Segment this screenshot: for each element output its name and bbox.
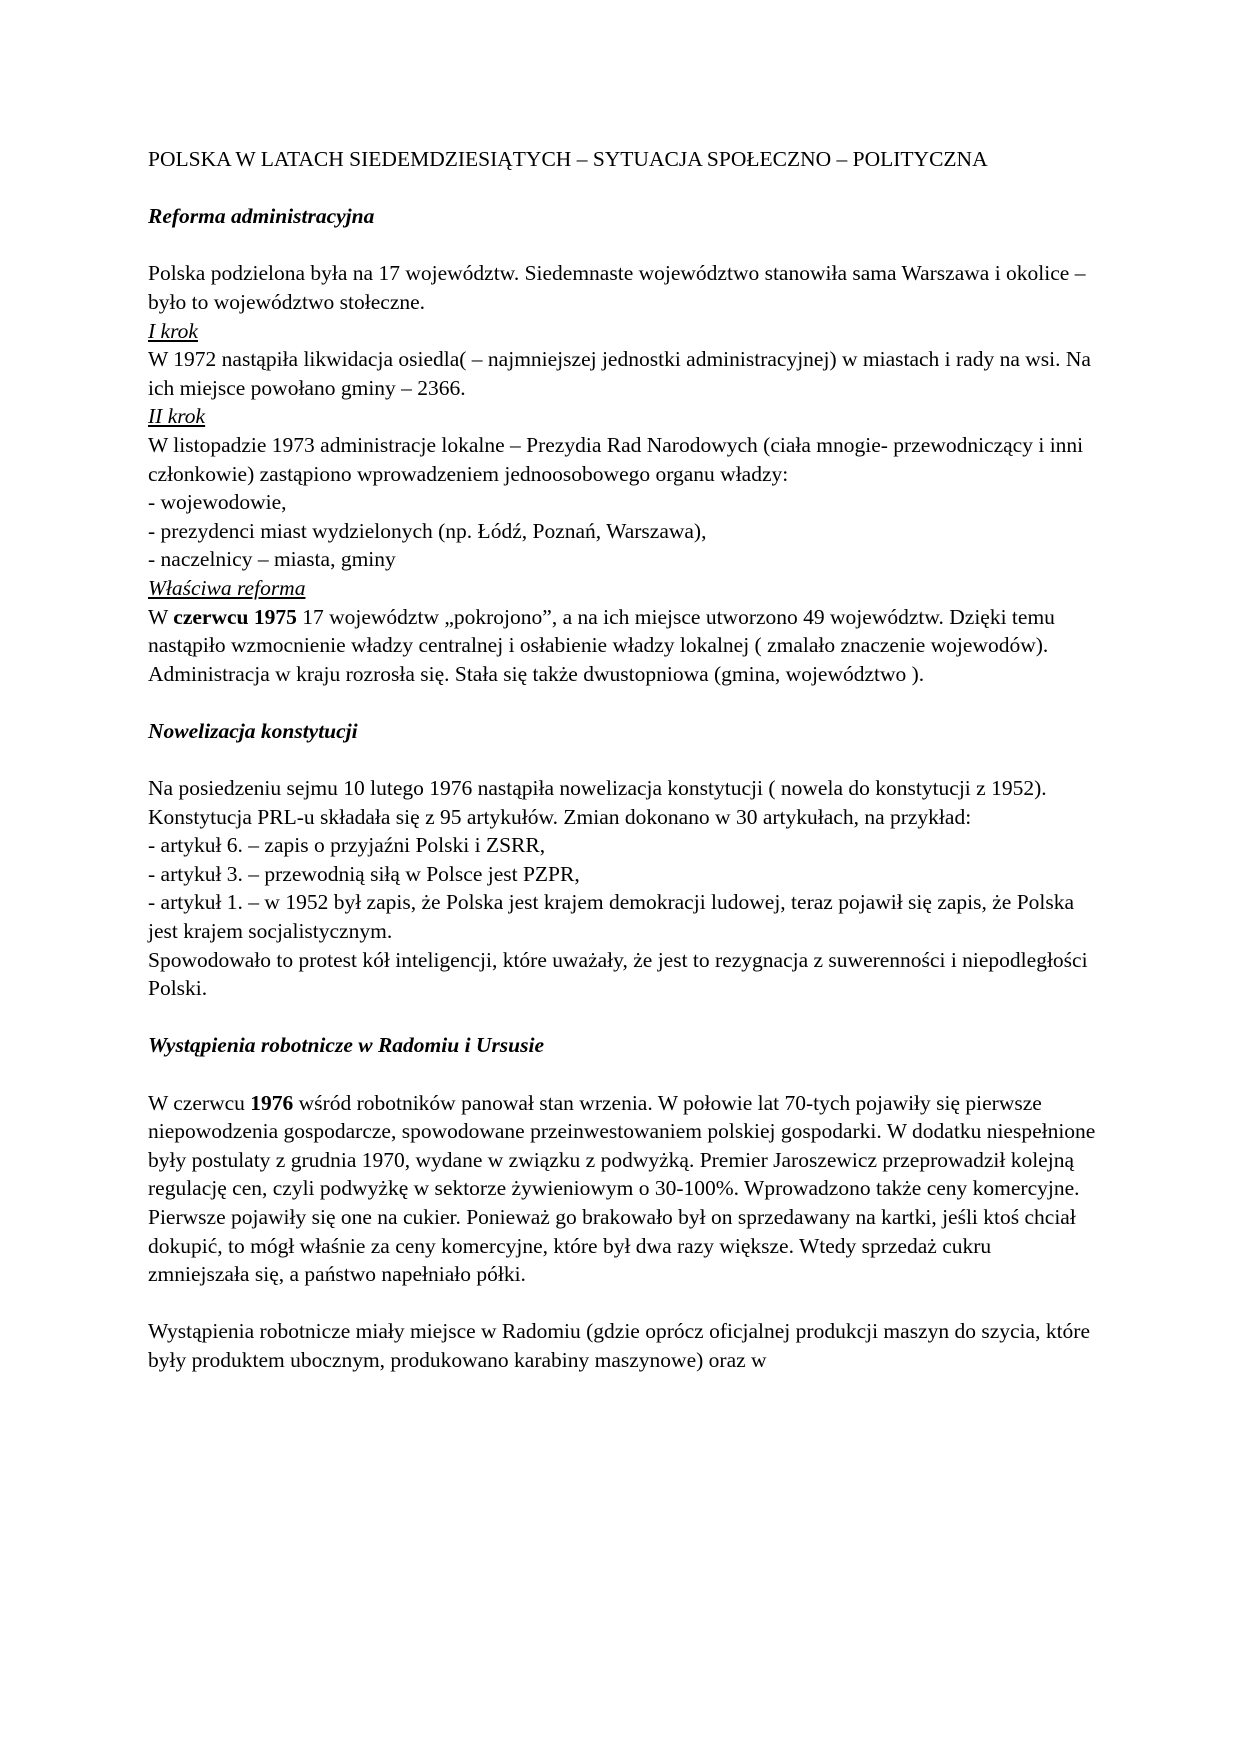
subheading <box>148 574 1098 603</box>
subheading <box>148 402 1098 431</box>
list-item: - wojewodowie, <box>148 490 287 515</box>
paragraph <box>148 1089 1098 1289</box>
paragraph: Wystąpienia robotnicze miały miejsce w Radomiu (gdzie oprócz oficjalnej produkcji maszyn do szycia, które były produktem ubocznym, produkowano karabiny maszynowe) oraz w <box>148 1319 1091 1372</box>
section-worker-protests <box>148 1031 1098 1374</box>
section-constitution-amendment <box>148 717 1098 1003</box>
section-heading: Nowelizacja konstytucji <box>148 718 358 743</box>
spacer <box>148 174 1098 203</box>
subheading-label: Właściwa reforma <box>148 575 306 600</box>
section-heading: Wystąpienia robotnicze w Radomiu i Ursusie <box>148 1033 545 1058</box>
subheading <box>148 317 1098 346</box>
paragraph: W 1972 nastąpiła likwidacja osiedla( – najmniejszej jednostki administracyjnej) w miastach i rady na wsi. Na ich miejsce powołano gminy – 2366. <box>148 347 1091 400</box>
list-item: - prezydenci miast wydzielonych (np. Łódź, Poznań, Warszawa), <box>148 518 707 543</box>
paragraph: Spowodowało to protest kół inteligencji, które uważały, że jest to rezygnacja z suwerenności i niepodległości Polski. <box>148 947 1088 1001</box>
bold-text: 1976 <box>250 1090 294 1115</box>
text-run: W <box>148 604 174 629</box>
spacer <box>148 1289 1098 1318</box>
spacer <box>148 1003 1098 1032</box>
paragraph: Na posiedzeniu sejmu 10 lutego 1976 nastąpiła nowelizacja konstytucji ( nowela do konstytucji z 1952). <box>148 776 1047 801</box>
bold-text: czerwcu 1975 <box>173 604 297 629</box>
text-run: wśród robotników panował stan wrzenia. W połowie lat 70-tych pojawiły się pierwsze niepowodzenia gospodarcze, spowodowane przeinwestowaniem polskiej gospodarki. W dodatku niespełnione były postulaty z grudnia 1970, wydane w związku z podwyżką. Premier Jaroszewicz przeprowadził kolejną regulację cen, czyli podwyżkę w sektorze żywieniowym o 30-100%. Wprowadzono także ceny komercyjne. Pierwsze pojawiły się one na cukier. Ponieważ go brakowało był on sprzedawany na kartki, jeśli ktoś chciał dokupić, to mógł właśnie za ceny komercyjne, które był dwa razy większe. Wtedy sprzedaż cukru zmniejszała się, a państwo napełniało półki. <box>148 1090 1096 1287</box>
text-run: 17 województw „pokrojono”, a na ich miejsce utworzono 49 województw. Dzięki temu nastąpiło wzmocnienie władzy centralnej i osłabienie władzy lokalnej ( zmalało znaczenie wojewodów). Administracja w kraju rozrosła się. Stała się także dwustopniowa (gmina, województwo ). <box>148 604 1055 686</box>
section-heading: Reforma administracyjna <box>148 204 375 229</box>
subheading-label: I krok <box>148 318 198 343</box>
section-administrative-reform <box>148 202 1098 688</box>
spacer <box>148 231 1098 260</box>
paragraph: Konstytucja PRL-u składała się z 95 artykułów. Zmian dokonano w 30 artykułach, na przykład: <box>148 804 972 829</box>
subheading-label: II krok <box>148 404 206 429</box>
text-run: W czerwcu <box>148 1090 251 1115</box>
document-page <box>148 145 1098 1375</box>
paragraph: W listopadzie 1973 administracje lokalne – Prezydia Rad Narodowych (ciała mnogie- przewodniczący i inni członkowie) zastąpiono wprowadzeniem jednoosobowego organu władzy: <box>148 432 1084 486</box>
paragraph <box>148 603 1098 689</box>
list-item: - artykuł 1. – w 1952 był zapis, że Polska jest krajem demokracji ludowej, teraz pojawił się zapis, że Polska jest krajem socjalistycznym. <box>148 890 1075 944</box>
list-item: - naczelnicy – miasta, gminy <box>148 547 396 572</box>
spacer <box>148 1060 1098 1089</box>
spacer <box>148 688 1098 717</box>
document-title: POLSKA W LATACH SIEDEMDZIESIĄTYCH – SYTUACJA SPOŁECZNO – POLITYCZNA <box>148 147 988 171</box>
list-item: - artykuł 3. – przewodnią siłą w Polsce jest PZPR, <box>148 861 580 886</box>
spacer <box>148 745 1098 774</box>
paragraph: Polska podzielona była na 17 województw. Siedemnaste województwo stanowiła sama Warszawa i okolice – było to województwo stołeczne. <box>148 261 1086 314</box>
list-item: - artykuł 6. – zapis o przyjaźni Polski i ZSRR, <box>148 833 546 858</box>
